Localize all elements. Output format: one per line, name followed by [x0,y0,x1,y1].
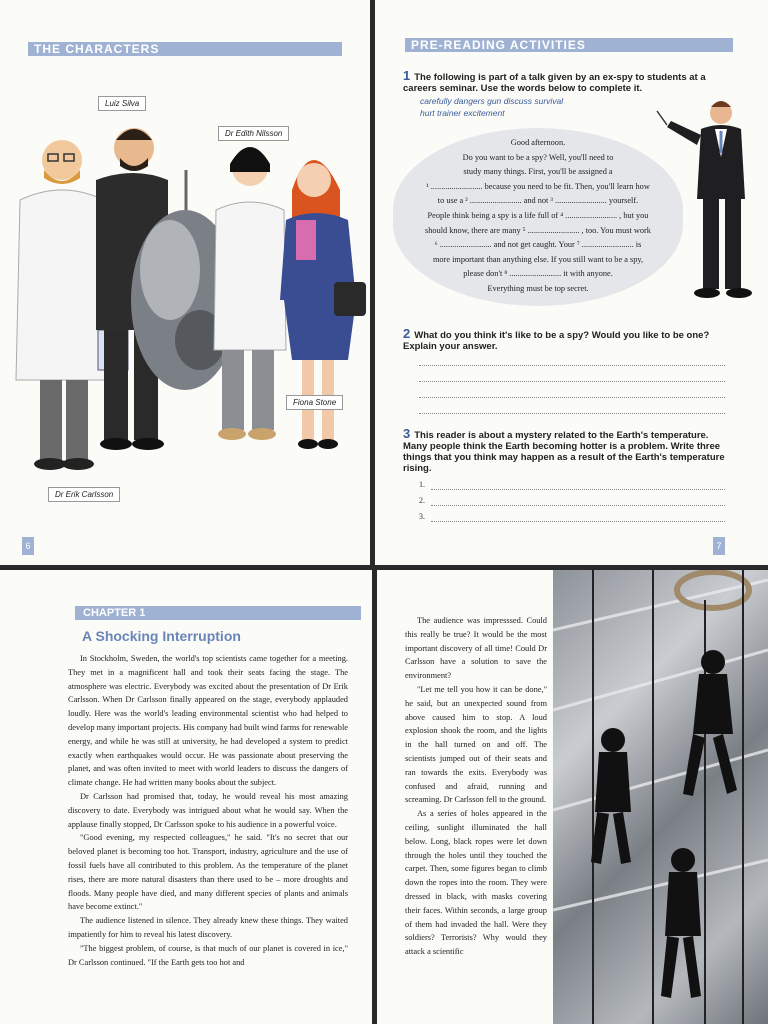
talk-line: should know, there are many ⁵ ......................... , too. You must work [425,225,651,235]
story-body-text [405,614,547,959]
paragraph: "The biggest problem, of course, is that much of our planet is covered in ice," Dr Carlsson continued. "If the Earth gets too hot and [68,943,348,967]
question-1 [403,70,733,94]
name-label-fiona-stone: Fiona Stone [286,395,343,410]
characters-page [0,0,370,565]
talk-line: more important than anything else. If you still want to be a spy, [432,254,644,264]
answer-number-2: 2. [419,496,425,505]
talk-line: Do you want to be a spy? Well, you'll need to [462,152,614,162]
answer-line-2[interactable] [431,505,725,506]
question-2-text: What do you think it's like to be a spy? Would you like to be one? Explain your answer. [403,330,710,352]
masked-figures [591,650,737,998]
talk-line: study many things. First, you'll be assigned a [463,167,613,177]
prereading-banner: PRE-READING ACTIVITIES [405,38,733,52]
answer-line[interactable] [419,413,725,414]
page-number: 7 [713,537,725,555]
question-3-number: 3 [403,426,411,441]
name-label-edith-nilsson: Dr Edith Nilsson [218,126,289,141]
answer-line-1[interactable] [431,489,725,490]
paragraph: As a series of holes appeared in the ceiling, sunlight illuminated the hall below. Long, black ropes were let down through the holes until they touched the carpet. Then, some figures began to climb down the ropes into the room. They were dressed in black, with masks covering their faces. Within seconds, a large group of them had invaded the hall. Were they soldiers? Terrorists? Why would they attack a scientific [405,809,547,957]
talk-line: Everything must be top secret. [487,283,589,293]
answer-line-3[interactable] [431,521,725,522]
story-page [377,570,768,1024]
talk-line: Good afternoon. [510,138,566,147]
talk-line: to use a ² ......................... and not ³ ......................... yourself. [437,196,639,206]
answer-number-3: 3. [419,512,425,521]
chapter-1-page [0,570,372,1024]
name-label-erik-carlsson: Dr Erik Carlsson [48,487,120,502]
prereading-page [375,0,768,565]
page-number: 6 [22,537,34,555]
paragraph: The audience was impresssed. Could this really be true? It would be the most important discovery of all time! Could Dr Carlsson have a solution to save the environment? [405,616,547,681]
chapter-body-text [68,652,348,969]
question-3-text: This reader is about a mystery related to the Earth's temperature. Many people think the Earth becoming hotter is a problem. Write three things that you think may happen as a result of the Earth's temperature rising. [403,430,725,474]
question-2 [403,328,733,352]
word-bank-line-2: hurt trainer excitement [420,108,505,118]
intruders-illustration [553,570,768,1024]
talk-line: please don't ⁸ ......................... it with anyone. [463,269,613,279]
paragraph: "Good evening, my respected colleagues," he said. "It's no secret that our beloved planet is becoming too hot. Transport, industry, agriculture and the use of fossil fuels have all contributed to this problem. As the temperature of the planet rises, there are more natural disasters than there used to be – more droughts and floods. Many people have died, and many different species of plants and animals have become extinct." [68,833,348,912]
paragraph: The audience listened in silence. They already knew these things. They waited impatiently for him to reveal his latest discovery. [68,916,348,939]
paragraph: In Stockholm, Sweden, the world's top scientists came together for a meeting. They met in a magnificent hall and took their seats facing the stage. The atmosphere was electric. Everybody was excited about the presentation of Dr Erik Carlsson. When Dr Carlsson finally appeared on the stage, everybody applauded loudly. Here was the world's leading environmental scientist who had helped to develop many important projects. His company had built wind farms for renewable energy, and while he was still at university, he had developed a system to predict exactly when earthquakes would occur. He was passionate about preserving the planet, and was often invited to meet with world leaders to discuss the dangers of climate change. He had written many books about the subject. [68,654,348,788]
talk-line: ⁶ ......................... and not get caught. Your ⁷ ......................... is [434,240,642,250]
question-2-number: 2 [403,326,411,341]
answer-line[interactable] [419,365,725,366]
talk-line: People think being a spy is a life full of ⁴ ......................... , but you [427,210,649,220]
edith-nilsson-figure [214,147,286,440]
paragraph: Dr Carlsson had promised that, today, he would reveal his most amazing discovery to date. Everybody was intrigued about what he would say. When the applause finally stopped, Dr Carlsson spoke to his audience in a powerful voice. [68,791,348,829]
characters-illustration [0,60,370,540]
name-label-luiz-silva: Luiz Silva [98,96,146,111]
characters-banner: THE CHARACTERS [28,42,342,56]
question-3 [403,428,733,474]
answer-line[interactable] [419,381,725,382]
spy-talk-text [397,136,679,297]
question-1-text: The following is part of a talk given by an ex-spy to students at a careers seminar. Use the words below to complete it. [403,72,706,94]
answer-number-1: 1. [419,480,425,489]
paragraph: "Let me tell you how it can be done," he said, but an unexpected sound from above caused him to stop. A loud explosion shook the room, and the lights in the hall turned on and off. The scientists jumped out of their seats and ran towards the exits. Everybody was confused and afraid, running and screaming. Dr Carlsson fell to the ground. [405,684,547,805]
answer-line[interactable] [419,397,725,398]
chapter-banner: CHAPTER 1 [75,606,361,620]
ex-spy-illustration [655,95,765,305]
question-1-number: 1 [403,68,411,83]
chapter-title: A Shocking Interruption [82,628,241,644]
word-bank-line-1: carefully dangers gun discuss survival [420,96,564,106]
talk-line: ¹ ......................... because you need to be fit. Then, you'll learn how [426,181,650,191]
